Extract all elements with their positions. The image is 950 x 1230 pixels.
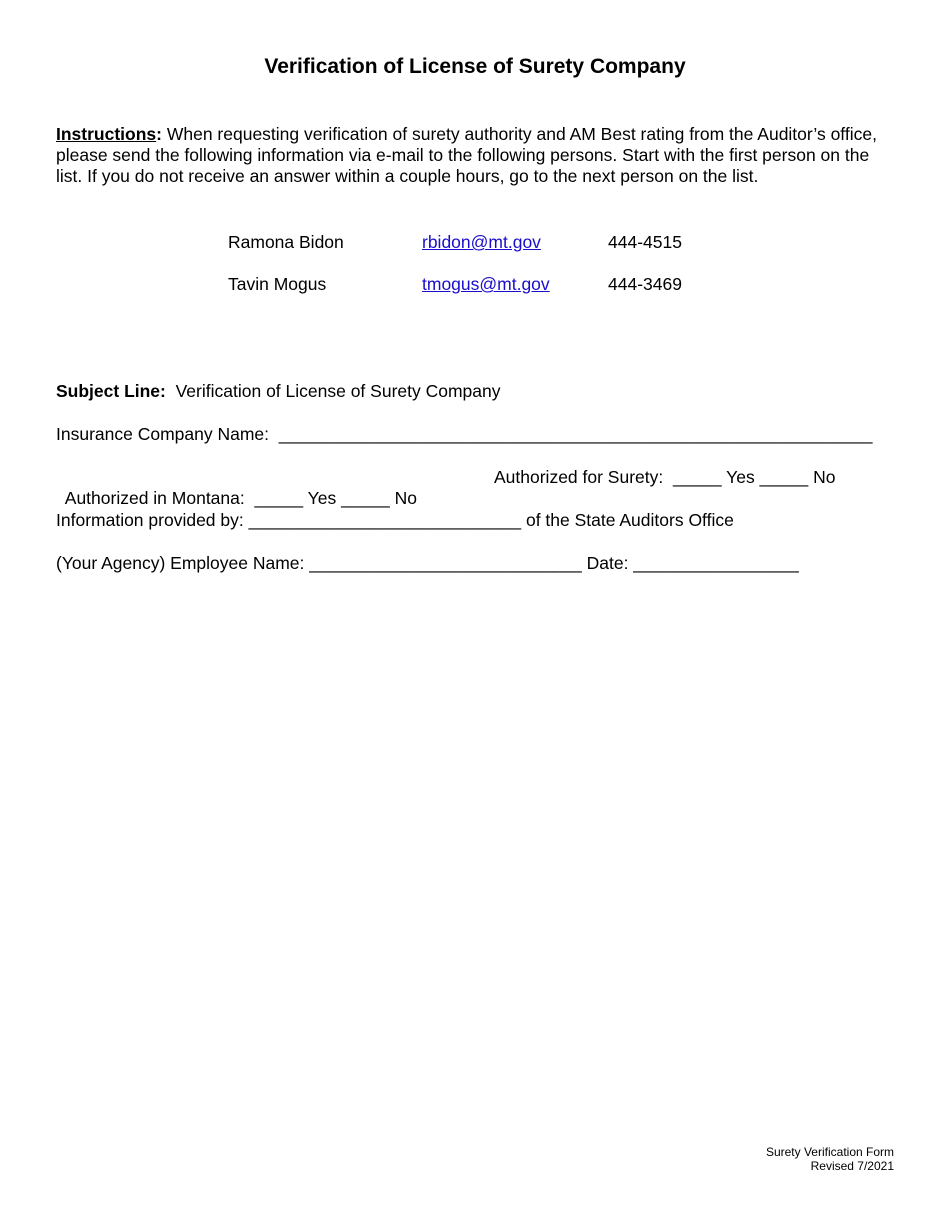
subject-line [56,381,501,402]
information-provided-field[interactable]: Information provided by: ____________________________ of the State Auditors Office [56,510,734,530]
footer [766,1145,894,1173]
authorized-surety-field[interactable]: Authorized for Surety: _____ Yes _____ No [494,467,836,487]
instructions-text: When requesting verification of surety authority and AM Best rating from the Auditor’s office, please send the following information via e-mail to the following persons. Start with the first person on the list. If you do not receive an answer within a couple hours, go to the next person on the list. [56,124,877,186]
employee-name-date-field[interactable]: (Your Agency) Employee Name: ____________________________ Date: _________________ [56,553,799,573]
contact-phone: 444-4515 [608,232,682,252]
footer-revision: Revised 7/2021 [810,1159,894,1173]
contact-name: Tavin Mogus [228,274,327,294]
subject-label: Subject Line: [56,381,166,401]
page-title: Verification of License of Surety Company [264,55,686,78]
subject-text: Verification of License of Surety Company [165,381,501,401]
instructions-label: Instructions: [56,124,162,144]
contact-row [0,232,950,256]
authorized-montana-field[interactable]: Authorized in Montana: _____ Yes _____ No [64,488,417,508]
contact-row [0,274,950,298]
contact-email-link[interactable]: rbidon@mt.gov [422,232,541,252]
instructions-paragraph [56,124,896,187]
contact-phone: 444-3469 [608,274,682,294]
contact-email-link[interactable]: tmogus@mt.gov [422,274,550,294]
insurance-company-field[interactable]: Insurance Company Name: _____________________________________________________________ [56,424,873,444]
contact-name: Ramona Bidon [228,232,344,252]
footer-form-name: Surety Verification Form [765,1145,894,1159]
